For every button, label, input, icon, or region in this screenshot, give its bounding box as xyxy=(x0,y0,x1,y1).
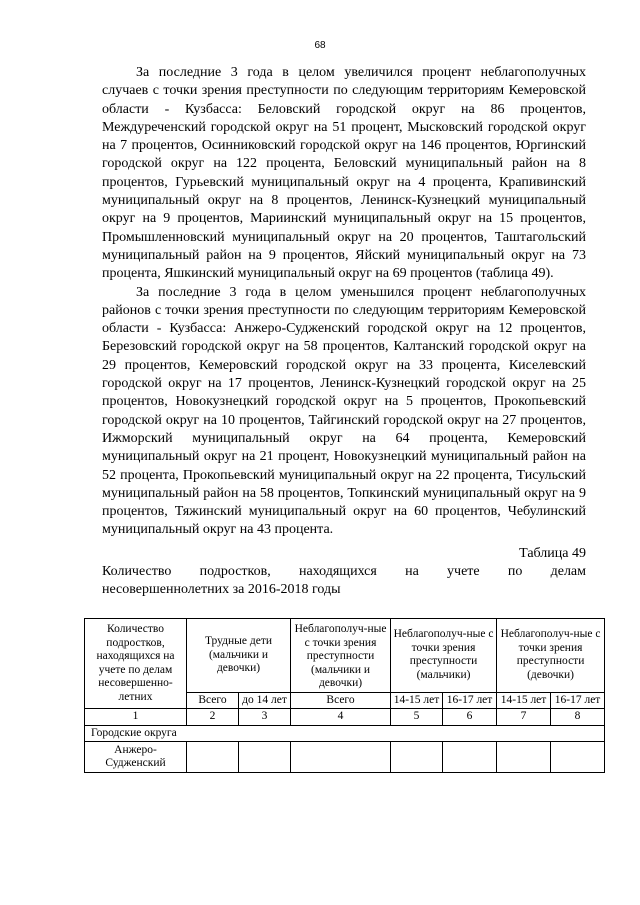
section-row xyxy=(85,725,605,742)
subheader-under-14: до 14 лет xyxy=(239,692,291,709)
subheader-total-2: Всего xyxy=(291,692,391,709)
table-cell xyxy=(551,742,605,773)
subheader-girls-14-15: 14-15 лет xyxy=(497,692,551,709)
table-row xyxy=(85,742,605,773)
paragraph-decrease: За последние 3 года в целом уменьшился процент неблагополучных районов с точки зрения преступности по следующим территориям Кемеровской области - Кузбасса: Анжеро-Судженский городской округ на 12 процентов, Березовский городской округ на 58 процентов, Калтанский городской округ на 29 процентов, Кемеровский городской округ на 33 процента, Киселевский городской округ на 17 процентов, Ленинск-Кузнецкий городской округ на 25 процентов, Новокузнецкий городской округ на 5 процентов, Прокопьевский городской округ на 10 процентов, Тайгинский городской округ на 27 процентов, Ижморский муниципальный округ на 64 процента, Кемеровский муниципальный округ на 21 процент, Новокузнецкий муниципальный район на 52 процента, Прокопьевский муниципальный округ на 22 процента, Тисульский муниципальный район на 58 процентов, Топкинский муниципальный округ на 9 процентов, Тяжинский муниципальный округ на 60 процентов, Чебулинский муниципальный округ на 43 процента. xyxy=(102,284,586,538)
table-title-line2: несовершеннолетних за 2016-2018 годы xyxy=(102,582,341,598)
table-title-line1: Количество подростков, находящихся на учете по делам xyxy=(102,564,586,580)
table-cell xyxy=(443,742,497,773)
header-unfavorable-all: Неблагополуч-ные с точки зрения преступности (мальчики и девочки) xyxy=(291,619,391,693)
subheader-girls-16-17: 16-17 лет xyxy=(551,692,605,709)
table-cell xyxy=(239,742,291,773)
paragraph-increase: За последние 3 года в целом увеличился процент неблагополучных случаев с точки зрения преступности по следующим территориям Кемеровской области - Кузбасса: Беловский городской округ на 86 процентов, Междуреченский городской округ на 51 процент, Мысковский городской округ на 7 процентов, Осинниковский городской округ на 146 процентов, Юргинский городской округ на 122 процента, Беловский муниципальный район на 8 процентов, Гурьевский муниципальный округ на 4 процента, Крапивинский муниципальный округ на 8 процентов, Ленинск-Кузнецкий муниципальный округ на 9 процентов, Мариинский муниципальный округ на 15 процентов, Промышленновский муниципальный округ на 20 процентов, Таштагольский муниципальный район на 9 процентов, Яйский муниципальный округ на 73 процента, Яшкинский муниципальный округ на 69 процентов (таблица 49). xyxy=(102,65,586,282)
subheader-total: Всего xyxy=(187,692,239,709)
col-number: 2 xyxy=(187,709,239,726)
col-number: 5 xyxy=(391,709,443,726)
col-number: 1 xyxy=(85,709,187,726)
header-unfavorable-boys: Неблагополуч-ные с точки зрения преступности (мальчики) xyxy=(391,619,497,693)
page-number: 68 xyxy=(314,40,326,51)
col-number: 6 xyxy=(443,709,497,726)
col-number: 7 xyxy=(497,709,551,726)
table-cell xyxy=(187,742,239,773)
col-number: 3 xyxy=(239,709,291,726)
header-unfavorable-girls: Неблагополуч-ные с точки зрения преступности (девочки) xyxy=(497,619,605,693)
body-text xyxy=(102,64,586,600)
table-cell xyxy=(497,742,551,773)
subheader-boys-14-15: 14-15 лет xyxy=(391,692,443,709)
table-cell xyxy=(391,742,443,773)
header-count: Количество подростков, находящихся на учете по делам несовершенно-летних xyxy=(85,619,187,709)
subheader-boys-16-17: 16-17 лет xyxy=(443,692,497,709)
column-number-row xyxy=(85,709,605,726)
col-number: 8 xyxy=(551,709,605,726)
col-number: 4 xyxy=(291,709,391,726)
row-label: Анжеро-Судженский xyxy=(85,742,187,773)
section-label: Городские округа xyxy=(85,725,605,742)
table-caption: Таблица 49 xyxy=(519,545,586,561)
data-table xyxy=(84,618,605,773)
header-difficult-children: Трудные дети (мальчики и девочки) xyxy=(187,619,291,693)
table-cell xyxy=(291,742,391,773)
